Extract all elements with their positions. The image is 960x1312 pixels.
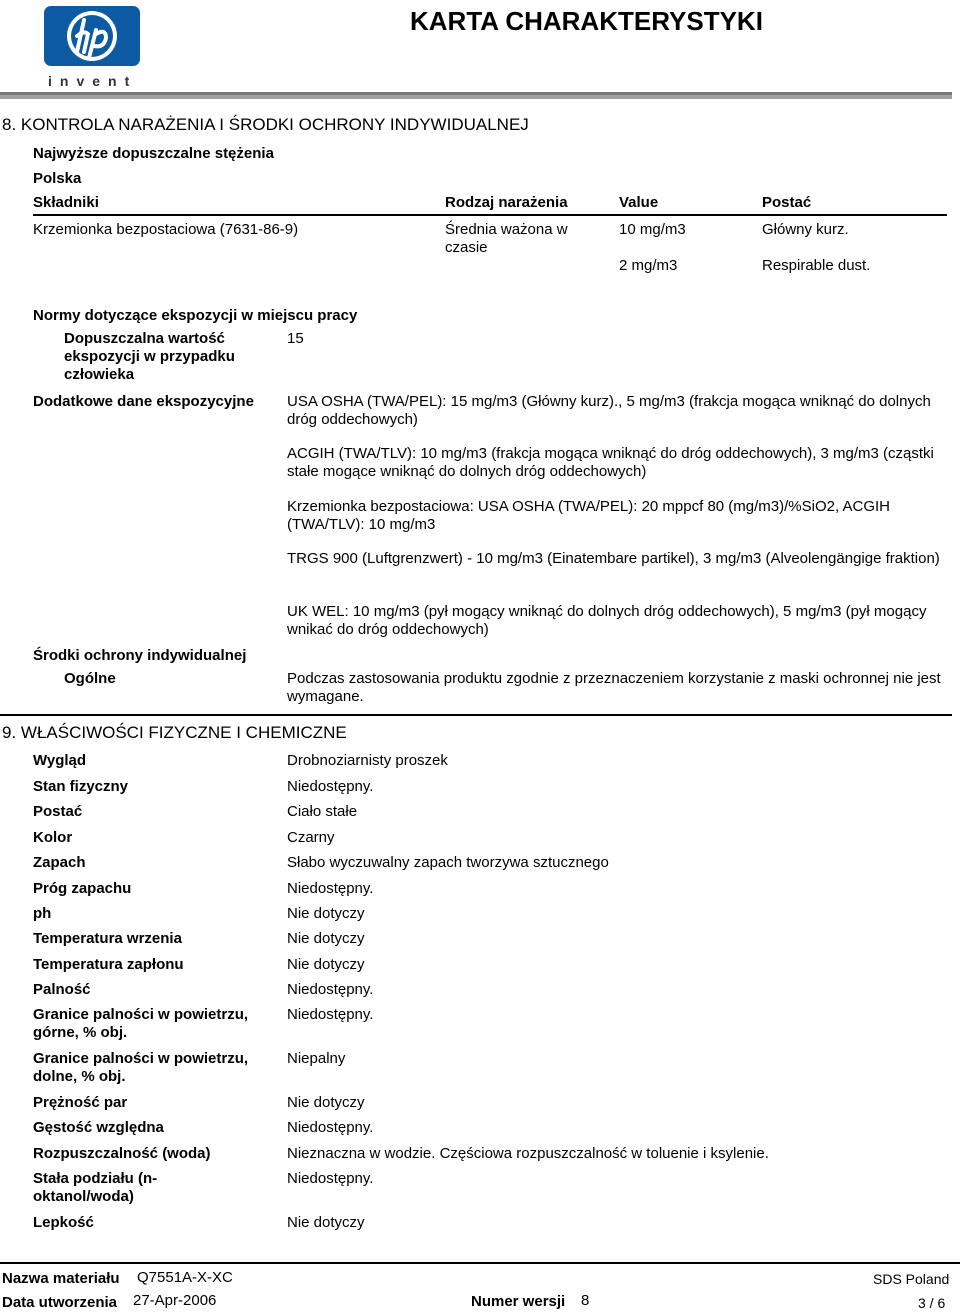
property-label: Prężność par: [33, 1094, 128, 1111]
exposure-type: Średnia ważona w czasie: [445, 221, 568, 256]
property-label: Postać: [33, 803, 83, 820]
property-value: Czarny: [287, 829, 335, 846]
col-header-form: Postać: [762, 194, 812, 211]
material-name-value: Q7551A-X-XC: [137, 1269, 233, 1286]
version-number-value: 8: [581, 1292, 590, 1309]
property-label: Lepkość: [33, 1214, 94, 1231]
additional-data-label: Dodatkowe dane ekspozycyjne: [33, 393, 254, 410]
section-divider: [0, 714, 952, 716]
property-value: Niedostępny.: [287, 778, 374, 795]
property-label: Wygląd: [33, 752, 87, 769]
property-value: Niedostępny.: [287, 981, 374, 998]
property-label: Stan fizyczny: [33, 778, 129, 795]
creation-date-label: Data utworzenia: [2, 1294, 118, 1311]
component-name: Krzemionka bezpostaciowa (7631-86-9): [33, 221, 299, 238]
property-value: Niepalny: [287, 1050, 346, 1067]
property-label: Gęstość względna: [33, 1119, 164, 1136]
hp-logo-icon: [44, 6, 140, 66]
additional-item: UK WEL: 10 mg/m3 (pył mogący wniknąć do dolnych dróg oddechowych), 5 mg/m3 (pył mogący wnikać do dróg oddechowych): [287, 603, 927, 638]
logo-tagline: invent: [48, 73, 138, 89]
property-label: Próg zapachu: [33, 880, 132, 897]
header-divider: [0, 92, 952, 99]
property-value: Słabo wyczuwalny zapach tworzywa sztucznego: [287, 854, 609, 871]
human-limit-value: 15: [287, 330, 304, 347]
property-value: Niedostępny.: [287, 880, 374, 897]
property-label: Temperatura zapłonu: [33, 956, 184, 973]
form-1: Główny kurz.: [762, 221, 849, 238]
col-header-exposure-type: Rodzaj narażenia: [445, 194, 568, 211]
section-8-title: 8. KONTROLA NARAŻENIA I ŚRODKI OCHRONY INDYWIDUALNEJ: [2, 115, 529, 134]
section-9-title: 9. WŁAŚCIWOŚCI FIZYCZNE I CHEMICZNE: [2, 723, 347, 742]
document-title: KARTA CHARAKTERYSTYKI: [410, 6, 763, 36]
property-label: Stała podziału (n-oktanol/woda): [33, 1170, 158, 1205]
property-label: Kolor: [33, 829, 73, 846]
property-value: Nie dotyczy: [287, 930, 365, 947]
table-header-rule: [33, 214, 947, 216]
page-number: 3 / 6: [918, 1295, 946, 1311]
general-label: Ogólne: [64, 670, 116, 687]
general-value: Podczas zastosowania produktu zgodnie z przeznaczeniem korzystanie z maski ochronnej nie jest wymagane.: [287, 670, 941, 705]
additional-item: Krzemionka bezpostaciowa: USA OSHA (TWA/PEL): 20 mppcf 80 (mg/m3)/%SiO2, ACGIH (TWA/TLV): 10 mg/m3: [287, 498, 890, 533]
additional-item: TRGS 900 (Luftgrenzwert) - 10 mg/m3 (Einatembare partikel), 3 mg/m3 (Alveolengängige fraktion): [287, 550, 940, 567]
property-label: Palność: [33, 981, 91, 998]
creation-date-value: 27-Apr-2006: [133, 1292, 217, 1309]
property-value: Nie dotyczy: [287, 1094, 365, 1111]
property-value: Nie dotyczy: [287, 1214, 365, 1231]
col-header-value: Value: [619, 194, 659, 211]
additional-item: USA OSHA (TWA/PEL): 15 mg/m3 (Główny kurz)., 5 mg/m3 (frakcja mogąca wniknąć do dolnych dróg oddechowych): [287, 393, 931, 428]
property-label: ph: [33, 905, 52, 922]
property-value: Nie dotyczy: [287, 956, 365, 973]
limits-heading: Najwyższe dopuszczalne stężenia: [33, 145, 274, 162]
footer-divider: [0, 1262, 960, 1264]
property-value: Niedostępny.: [287, 1170, 374, 1187]
property-value: Niedostępny.: [287, 1119, 374, 1136]
ppe-heading: Środki ochrony indywidualnej: [33, 647, 247, 664]
norms-heading: Normy dotyczące ekspozycji w miejscu pracy: [33, 307, 358, 324]
property-label: Temperatura wrzenia: [33, 930, 182, 947]
property-label: Rozpuszczalność (woda): [33, 1145, 211, 1162]
col-header-components: Składniki: [33, 194, 99, 211]
additional-item: ACGIH (TWA/TLV): 10 mg/m3 (frakcja mogąca wniknąć do dróg oddechowych), 3 mg/m3 (cząstki stałe mogące wniknąć do dolnych dróg oddechowych): [287, 445, 934, 480]
value-1: 10 mg/m3: [619, 221, 686, 238]
property-value: Nieznaczna w wodzie. Częściowa rozpuszczalność w toluenie i ksylenie.: [287, 1145, 769, 1162]
value-2: 2 mg/m3: [619, 257, 678, 274]
property-value: Nie dotyczy: [287, 905, 365, 922]
property-label: Zapach: [33, 854, 86, 871]
property-value: Drobnoziarnisty proszek: [287, 752, 448, 769]
region-label: SDS Poland: [873, 1271, 950, 1287]
human-limit-label: Dopuszczalna wartość ekspozycji w przypadku człowieka: [64, 330, 235, 383]
property-value: Niedostępny.: [287, 1006, 374, 1023]
property-label: Granice palności w powietrzu, górne, % obj.: [33, 1006, 249, 1041]
material-name-label: Nazwa materiału: [2, 1270, 120, 1287]
version-number-label: Numer wersji: [471, 1293, 566, 1310]
property-value: Ciało stałe: [287, 803, 358, 820]
hp-logo: [44, 6, 140, 66]
property-label: Granice palności w powietrzu, dolne, % obj.: [33, 1050, 249, 1085]
form-2: Respirable dust.: [762, 257, 871, 274]
country-label: Polska: [33, 170, 82, 187]
